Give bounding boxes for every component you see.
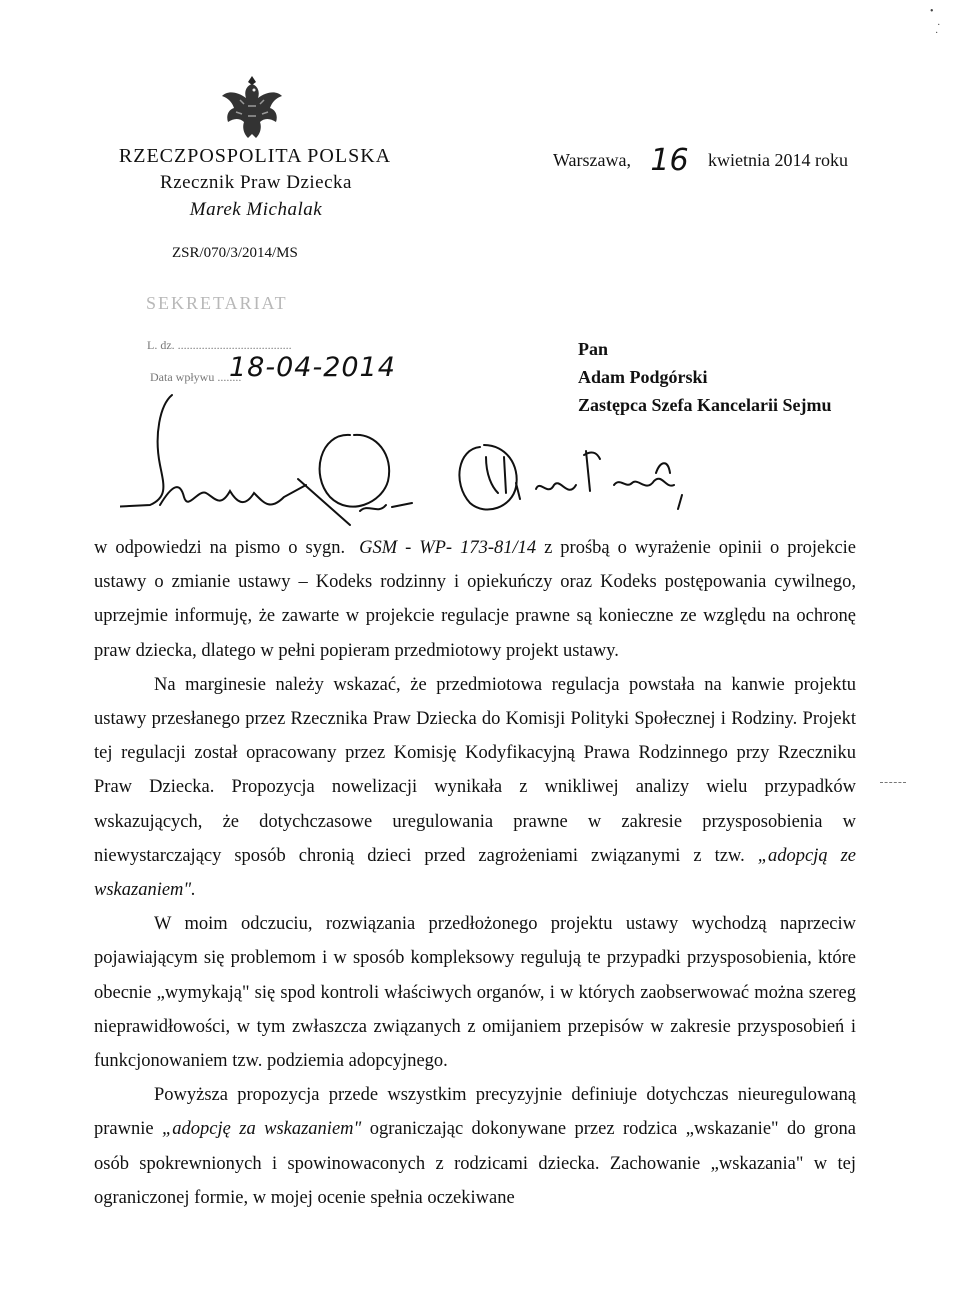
recipient-title: Zastępca Szefa Kancelarii Sejmu [578,395,832,415]
polish-eagle-emblem-icon [218,72,286,142]
stamp-title: SEKRETARIAT [146,293,288,313]
recipient-salutation: Pan [578,339,609,359]
reference-number: ZSR/070/3/2014/MS [172,245,298,261]
dateline-suffix: kwietnia 2014 roku [708,150,848,170]
letter-body [94,531,856,1215]
margin-mark [880,782,906,783]
p4-quote: „adopcję za wskazaniem" [162,1119,362,1140]
p4-part-a: Powyższa propozycja przede wszystkim precyzyjnie definiuje dotychczas nieuregulowaną prawnie [94,1085,856,1140]
dateline-prefix: Warszawa, [553,150,632,170]
p1-case-reference: GSM - WP- 173-81/14 [359,538,537,558]
paragraph-4 [94,1078,856,1215]
corner-marks: • . · [930,6,940,39]
p2-main: Na marginesie należy wskazać, że przedmiotowa regulacja powstała na kanwie projektu ustawy przesłanego przez Rzecznika Praw Dziecka do Komisji Polityki Społecznej i Rodziny. Projekt tej regulacji został opracowany przez Komisję Kodyfikacyjną Prawa Rodzinnego przy Rzeczniku Praw Dziecka. Propozycja nowelizacji wynikała z wnikliwej analizy wielu przypadków wskazujących, że dotychczasowe uregulowania prawne w zakresie przysposobienia w niewystarczający sposób chronią dzieci przed zagrożeniami związanymi z tzw. [94,674,856,866]
stamp-journal-line: L. dz. ...................................... [147,338,292,352]
paragraph-3 [94,907,856,1078]
sender-office: Rzecznik Praw Dziecka [160,172,352,193]
dateline-day-handwritten: 16 [650,143,689,178]
paragraph-1 [94,531,856,668]
p1-lead: w odpowiedzi na pismo o sygn. [94,538,346,558]
stamp-received-line: Data wpływu ........ [150,370,242,384]
handwritten-salutation-signature [120,385,740,550]
p4-part-b: ograniczając dokonywane przez rodzica „wskazanie" do grona osób spokrewnionych i spowinowaconych z rodzicami dziecka. Zachowanie „wskazania" w tej ograniczonej formie, w mojej ocenie spełnia oczekiwane [94,1119,857,1208]
sender-organization: RZECZPOSPOLITA POLSKA [118,145,392,167]
recipient-name: Adam Podgórski [578,367,708,387]
stamp-date-handwritten: 18-04-2014 [229,352,396,383]
sender-person: Marek Michalak [189,199,323,220]
dateline [553,143,848,178]
p2-quote: „adopcją ze wskazaniem". [94,845,856,901]
p3-text: W moim odczuciu, rozwiązania przedłożonego projektu ustawy wychodzą naprzeciw pojawiającym się problemom i w sposób kompleksowy regulują te przypadki przysposobienia, które obecnie „wymykają" się spod kontroli właściwych organów, i w których zaobserwować można szereg nieprawidłowości, w tym zwłaszcza związanych z omijaniem przepisów w zakresie przysposobień i funkcjonowaniem tzw. podziemia adopcyjnego. [94,914,856,1072]
paragraph-2 [94,668,856,907]
p1-rest: z prośbą o wyrażenie opinii o projekcie ustawy o zmianie ustawy – Kodeks rodzinny i opiekuńczy oraz Kodeks postępowania cywilnego, uprzejmie informuję, że zawarte w projekcie regulacje prawne są konieczne ze względu na ochronę praw dziecka, dlatego w pełni popieram przedmiotowy projekt ustawy. [94,538,857,661]
